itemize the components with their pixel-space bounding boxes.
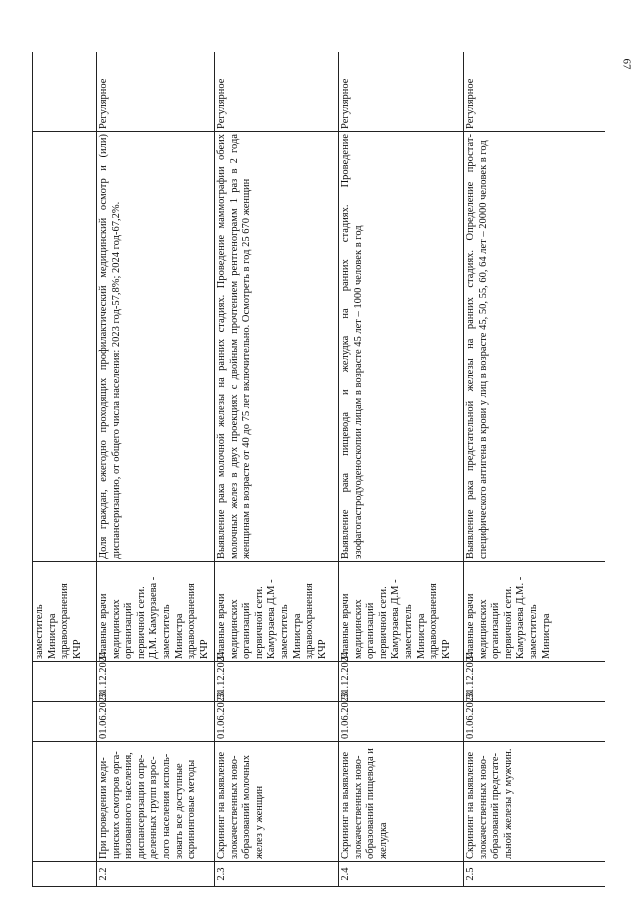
end-date-cell bbox=[33, 662, 97, 702]
indicator-cell: Доля граждан, ежегодно проходящих профилактический медицинский осмотр и (или) диспансеризацию, от общего числа населения: 2023 год-57,8%; 2024 год-67,2%. bbox=[97, 132, 215, 562]
indicator-cell bbox=[33, 132, 97, 562]
start-date-cell bbox=[33, 702, 97, 742]
indicator-cell: Выявление рака пищевода и желудка на ранних стадиях. Проведение эзофагогастродуоденоскопии лицам в возрасте 45 лет – 1000 человек в год bbox=[339, 132, 464, 562]
measure-cell: При проведении меди-цинских осмотров орга-низованного населения, диспансеризации опре-деленных групп взрос-лого населения исполь-зовать все доступные скрининговые методы bbox=[97, 742, 215, 862]
start-date-cell: 01.06.2023 bbox=[215, 702, 339, 742]
row-number-cell bbox=[33, 862, 97, 887]
end-date-cell: 31.12.2024 bbox=[97, 662, 215, 702]
responsible-cell: Главные врачи медицинских организаций первичной сети. Камурзаева Д.М. - заместитель Министра bbox=[464, 562, 606, 662]
responsible-cell: заместитель Министра здравоохранения КЧР bbox=[33, 562, 97, 662]
row-number-cell: 2.4 bbox=[339, 862, 464, 887]
measure-cell bbox=[33, 742, 97, 862]
periodicity-cell: Регулярное bbox=[464, 52, 606, 132]
periodicity-cell: Регулярное bbox=[215, 52, 339, 132]
table-row bbox=[97, 52, 215, 887]
table-row bbox=[215, 52, 339, 887]
table-row bbox=[339, 52, 464, 887]
table-row bbox=[33, 52, 97, 887]
measure-cell: Скрининг на выявление злокачественных ново-образований молочных желез у женщин bbox=[215, 742, 339, 862]
measures-table bbox=[32, 52, 605, 887]
rotated-page-area bbox=[32, 52, 605, 887]
measure-cell: Скрининг на выявление злокачественных ново-образований пищевода и желудка bbox=[339, 742, 464, 862]
end-date-cell: 31.12.2024 bbox=[339, 662, 464, 702]
responsible-cell: Главные врачи медицинских организаций первичной сети. Д.М. Камурзаева - заместитель Министра здравоохранения КЧР bbox=[97, 562, 215, 662]
rotated-table-wrapper bbox=[32, 52, 605, 887]
indicator-cell: Выявление рака предстательной железы на ранних стадиях. Определение простат-специфического антигена в крови у лиц в возрасте 45, 50, 55, 60, 64 лет – 20000 человек в год bbox=[464, 132, 606, 562]
periodicity-cell: Регулярное bbox=[97, 52, 215, 132]
indicator-cell: Выявление рака молочной железы на ранних стадиях. Проведение маммографии обеих молочных желез в двух проекциях с двойным прочтением рентгенограмм 1 раз в 2 года женщинам в возрасте от 40 до 75 лет включительно. Осмотреть в год 25 670 женщин bbox=[215, 132, 339, 562]
row-number-cell: 2.5 bbox=[464, 862, 606, 887]
responsible-cell: Главные врачи медицинских организаций первичной сети. Камурзаева Д.М - заместитель Министра здравоохранения КЧР bbox=[339, 562, 464, 662]
periodicity-cell: Регулярное bbox=[339, 52, 464, 132]
row-number-cell: 2.3 bbox=[215, 862, 339, 887]
start-date-cell: 01.06.2023 bbox=[97, 702, 215, 742]
measures-table-body bbox=[33, 52, 606, 887]
end-date-cell: 31.12.2024 bbox=[464, 662, 606, 702]
table-row bbox=[464, 52, 606, 887]
row-number-cell: 2.2 bbox=[97, 862, 215, 887]
measure-cell: Скрининг на выявление злокачественных ново-образований предстате-льной железы у мужчин. bbox=[464, 742, 606, 862]
responsible-cell: Главные врачи медицинских организаций первичной сети. Камурзаева Д.М - заместитель Министра здравоохранения КЧР bbox=[215, 562, 339, 662]
periodicity-cell bbox=[33, 52, 97, 132]
page-number: 67 bbox=[620, 58, 633, 70]
start-date-cell: 01.06.2023 bbox=[339, 702, 464, 742]
end-date-cell: 31.12.2024 bbox=[215, 662, 339, 702]
start-date-cell: 01.06.2023 bbox=[464, 702, 606, 742]
